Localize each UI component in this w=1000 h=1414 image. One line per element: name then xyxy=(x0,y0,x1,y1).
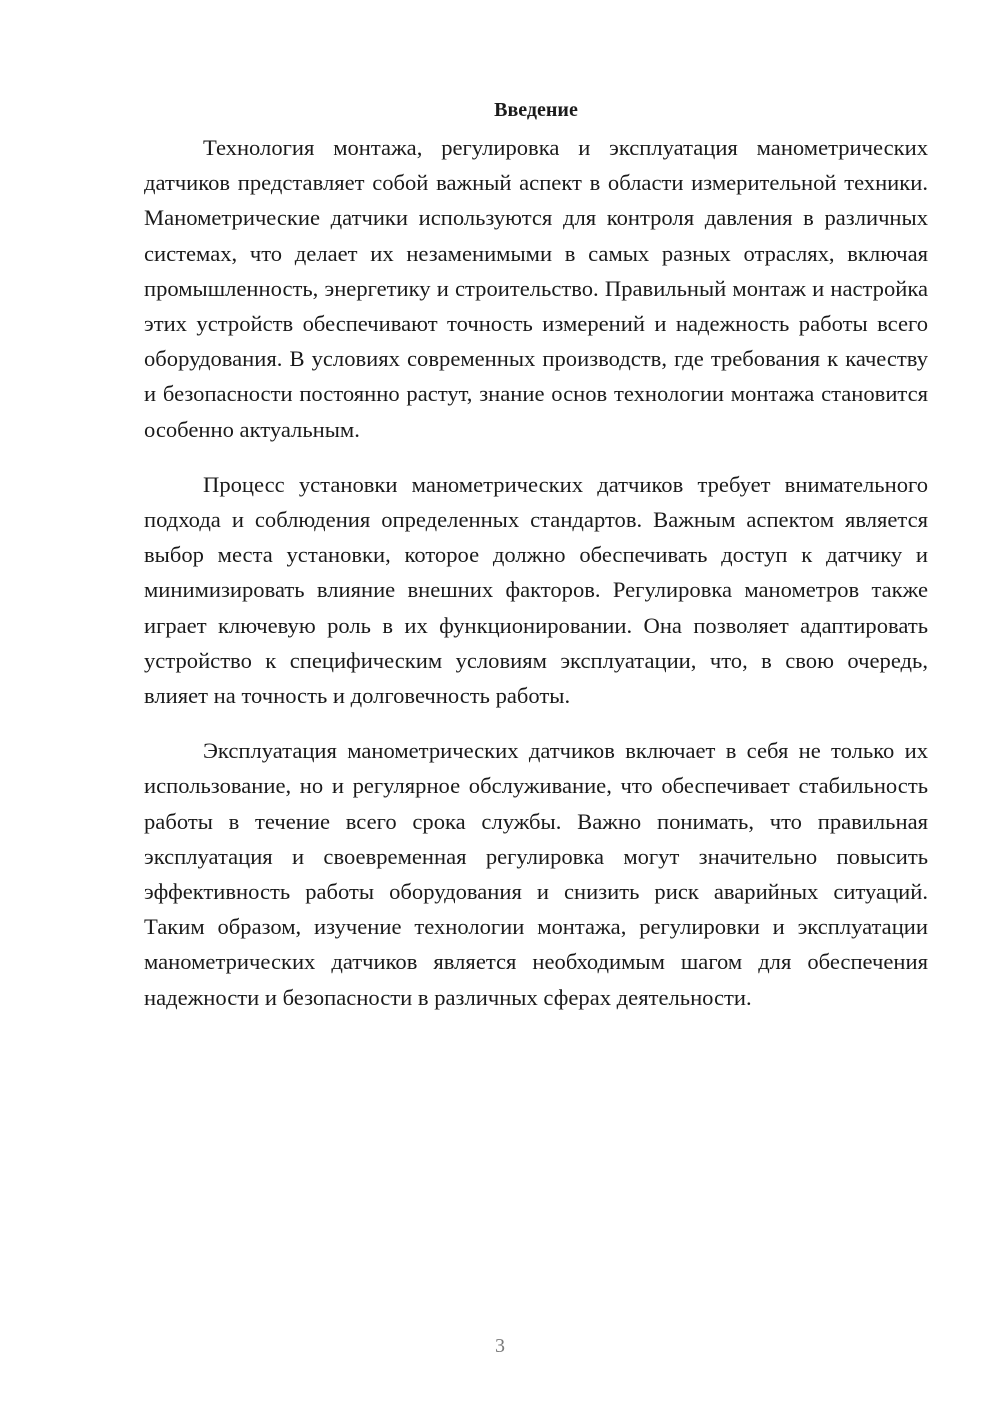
section-heading: Введение xyxy=(494,99,578,121)
paragraph-1: Технология монтажа, регулировка и эксплуатация манометрических датчиков представляет собой важный аспект в области измерительной техники. Манометрические датчики используются для контроля давления в различных системах, что делает их незаменимыми в самых разных отраслях, включая промышленность, энергетику и строительство. Правильный монтаж и настройка этих устройств обеспечивают точность измерений и надежность работы всего оборудования. В условиях современных производств, где требования к качеству и безопасности постоянно растут, знание основ технологии монтажа становится особенно актуальным. xyxy=(144,135,928,442)
paragraph-3: Эксплуатация манометрических датчиков включает в себя не только их использование, но и регулярное обслуживание, что обеспечивает стабильность работы в течение всего срока службы. Важно понимать, что правильная эксплуатация и своевременная регулировка могут значительно повысить эффективность работы оборудования и снизить риск аварийных ситуаций. Таким образом, изучение технологии монтажа, регулировки и эксплуатации манометрических датчиков является необходимым шагом для обеспечения надежности и безопасности в различных сферах деятельности. xyxy=(144,738,928,1010)
paragraph-2: Процесс установки манометрических датчиков требует внимательного подхода и соблюдения определенных стандартов. Важным аспектом является выбор места установки, которое должно обеспечивать доступ к датчику и минимизировать влияние внешних факторов. Регулировка манометров также играет ключевую роль в их функционировании. Она позволяет адаптировать устройство к специфическим условиям эксплуатации, что, в свою очередь, влияет на точность и долговечность работы. xyxy=(144,471,928,709)
page-content xyxy=(144,96,928,1035)
page-number: 3 xyxy=(495,1335,505,1357)
